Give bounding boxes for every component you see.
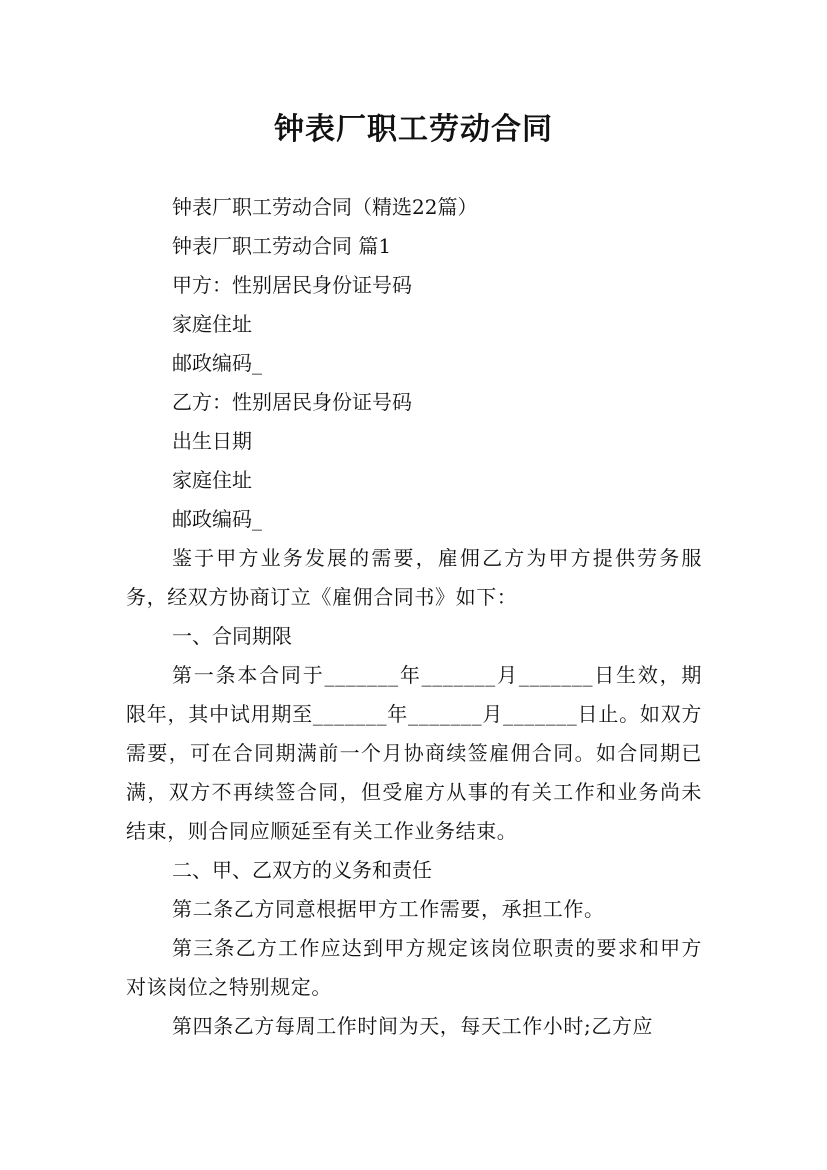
party-a-postcode-line: 邮政编码_ [172, 351, 262, 375]
party-b-address-line: 家庭住址 [172, 468, 252, 492]
article-1-paragraph: 第一条本合同于_______年_______月_______日生效，期限年，其中试用期至_______年_______月_______日止。如双方需要，可在合同期满前一个月协商续签雇佣合同。如合同期已满，双方不再续签合同，但受雇方从事的有关工作和业务尚未结束，则合同应顺延至有关工作业务结束。 [126, 663, 702, 843]
section-heading-line: 钟表厂职工劳动合同 篇1 [172, 234, 392, 258]
section-1-heading: 一、合同期限 [172, 624, 292, 648]
party-b-postcode-line: 邮政编码_ [172, 507, 262, 531]
party-b-birthdate-line: 出生日期 [172, 429, 252, 453]
document-body [126, 188, 702, 1046]
article-4-paragraph: 第四条乙方每周工作时间为天，每天工作小时;乙方应 [172, 1014, 654, 1038]
section-2-heading: 二、甲、乙双方的义务和责任 [172, 858, 432, 882]
article-2-paragraph: 第二条乙方同意根据甲方工作需要，承担工作。 [172, 897, 605, 921]
subtitle-line: 钟表厂职工劳动合同（精选22篇） [172, 195, 478, 219]
article-3-paragraph: 第三条乙方工作应达到甲方规定该岗位职责的要求和甲方对该岗位之特别规定。 [126, 936, 702, 999]
intro-paragraph: 鉴于甲方业务发展的需要，雇佣乙方为甲方提供劳务服务，经双方协商订立《雇佣合同书》如下： [126, 546, 702, 609]
party-a-address-line: 家庭住址 [172, 312, 252, 336]
party-b-line: 乙方：性别居民身份证号码 [172, 390, 412, 414]
party-a-line: 甲方：性别居民身份证号码 [172, 273, 412, 297]
document-title: 钟表厂职工劳动合同 [274, 112, 553, 147]
